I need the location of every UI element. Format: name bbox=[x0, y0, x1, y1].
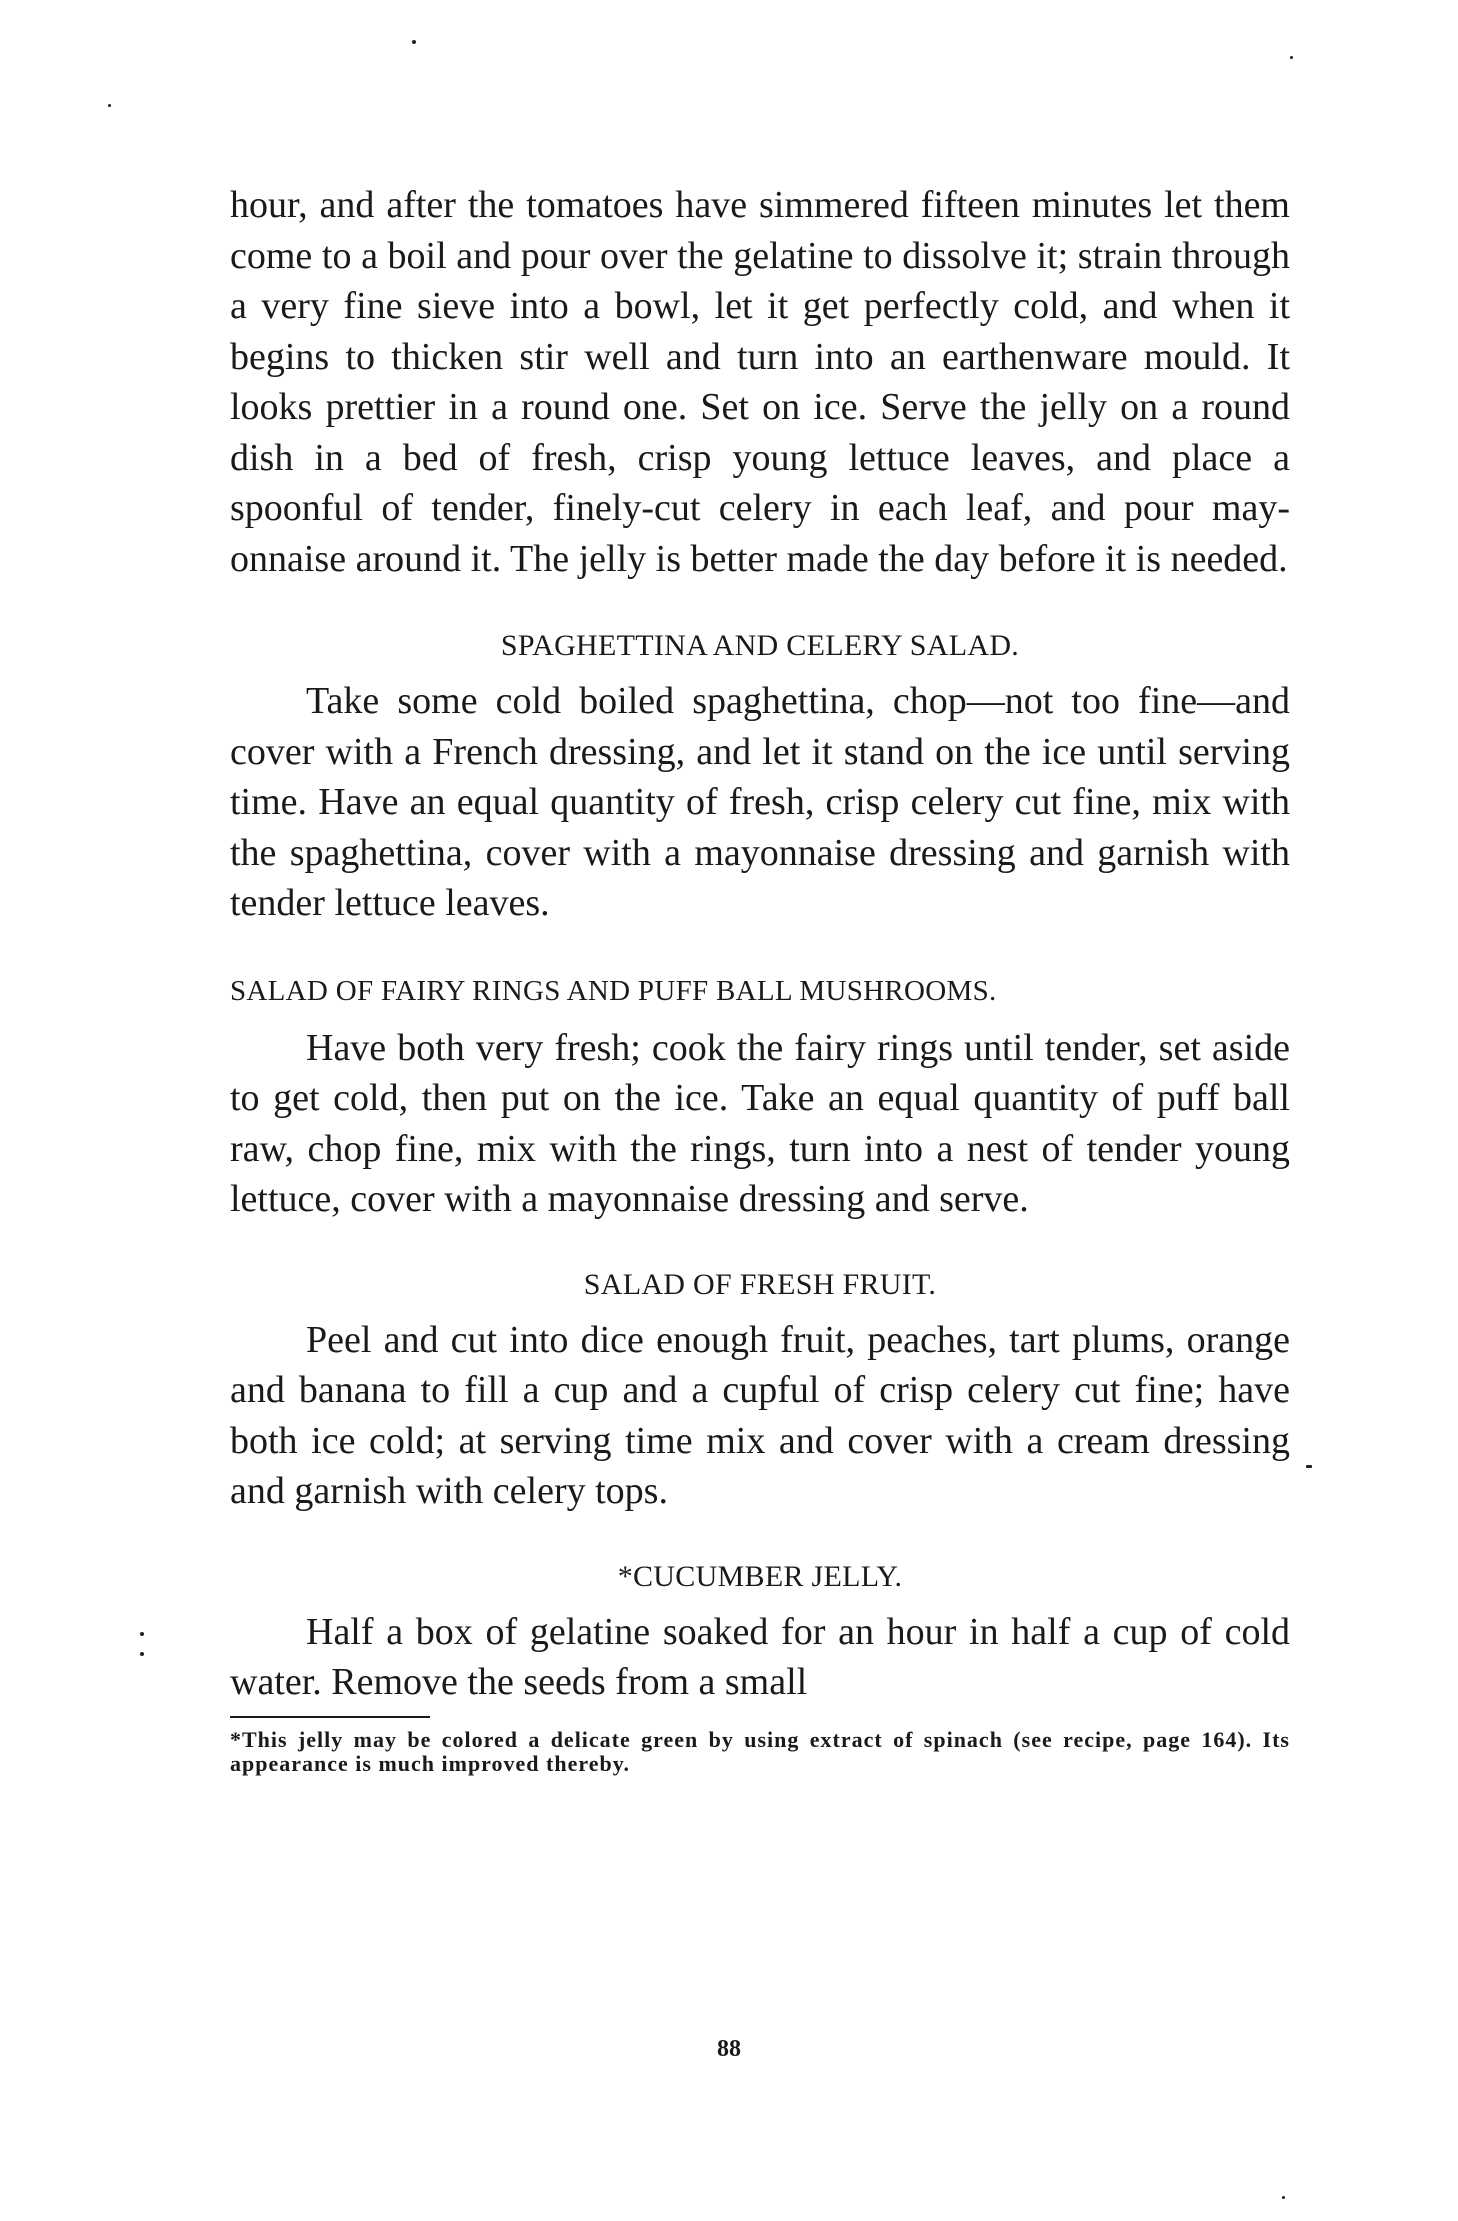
paragraph-tomato-jelly-continued: hour, and after the tomatoes have simmered fifteen minutes let them come to a boil and pour over the gelatine to dissolve it; strain through a very fine sieve into a bowl, let it get perfectly cold, and when it begins to thicken stir well and turn into an earthenware mould. It looks prettier in a round one. Set on ice. Serve the jelly on a round dish in a bed of fresh, crisp young lettuce leaves, and place a spoonful of tender, finely-cut celery in each leaf, and pour mayonnaise around it. The jelly is better made the day before it is needed. bbox=[230, 184, 1290, 580]
print-speck bbox=[140, 1652, 144, 1656]
footnote-rule bbox=[230, 1716, 430, 1718]
footnote: *This jelly may be colored a delicate green by using extract of spinach (see recipe, page 164). Its appearance is much improved thereby. bbox=[230, 1726, 1290, 1776]
paragraph-spaghettina: Take some cold boiled spaghettina, chop—not too fine—and cover with a French dressing, and let it stand on the ice until serving time. Have an equal quantity of fresh, crisp celery cut fine, mix with the spaghettina, cover with a mayonnaise dressing and garnish with tender lettuce leaves. bbox=[230, 680, 1290, 924]
page-number: 88 bbox=[717, 2036, 741, 2062]
print-speck bbox=[108, 104, 111, 107]
heading-cucumber-jelly: *CUCUMBER JELLY. bbox=[617, 1559, 903, 1593]
print-speck bbox=[1306, 1465, 1312, 1468]
print-speck bbox=[140, 1632, 144, 1636]
text-column bbox=[230, 180, 1290, 1776]
heading-spaghettina-celery-salad: SPAGHETTINA AND CELERY SALAD. bbox=[500, 629, 1020, 662]
print-speck bbox=[1290, 56, 1293, 59]
paragraph-fresh-fruit: Peel and cut into dice enough fruit, peaches, tart plums, orange and banana to fill a cup and a cupful of crisp celery cut fine; have both ice cold; at serving time mix and cover with a cream dressing and garnish with celery tops. bbox=[230, 1318, 1290, 1512]
heading-fairy-rings-salad: SALAD OF FAIRY RINGS AND PUFF BALL MUSHROOMS. bbox=[230, 974, 997, 1007]
heading-fresh-fruit-salad: SALAD OF FRESH FRUIT. bbox=[583, 1267, 937, 1301]
paragraph-fairy-rings: Have both very fresh; cook the fairy rings until tender, set aside to get cold, then put on the ice. Take an equal quantity of puff ball raw, chop fine, mix with the rings, turn into a nest of tender young lettuce, cover with a mayonnaise dressing and serve. bbox=[230, 1026, 1290, 1220]
print-speck bbox=[1282, 2196, 1285, 2199]
paragraph-cucumber-jelly: Half a box of gelatine soaked for an hour in half a cup of cold water. Remove the seeds from a small bbox=[230, 1610, 1290, 1703]
print-speck bbox=[412, 40, 416, 44]
